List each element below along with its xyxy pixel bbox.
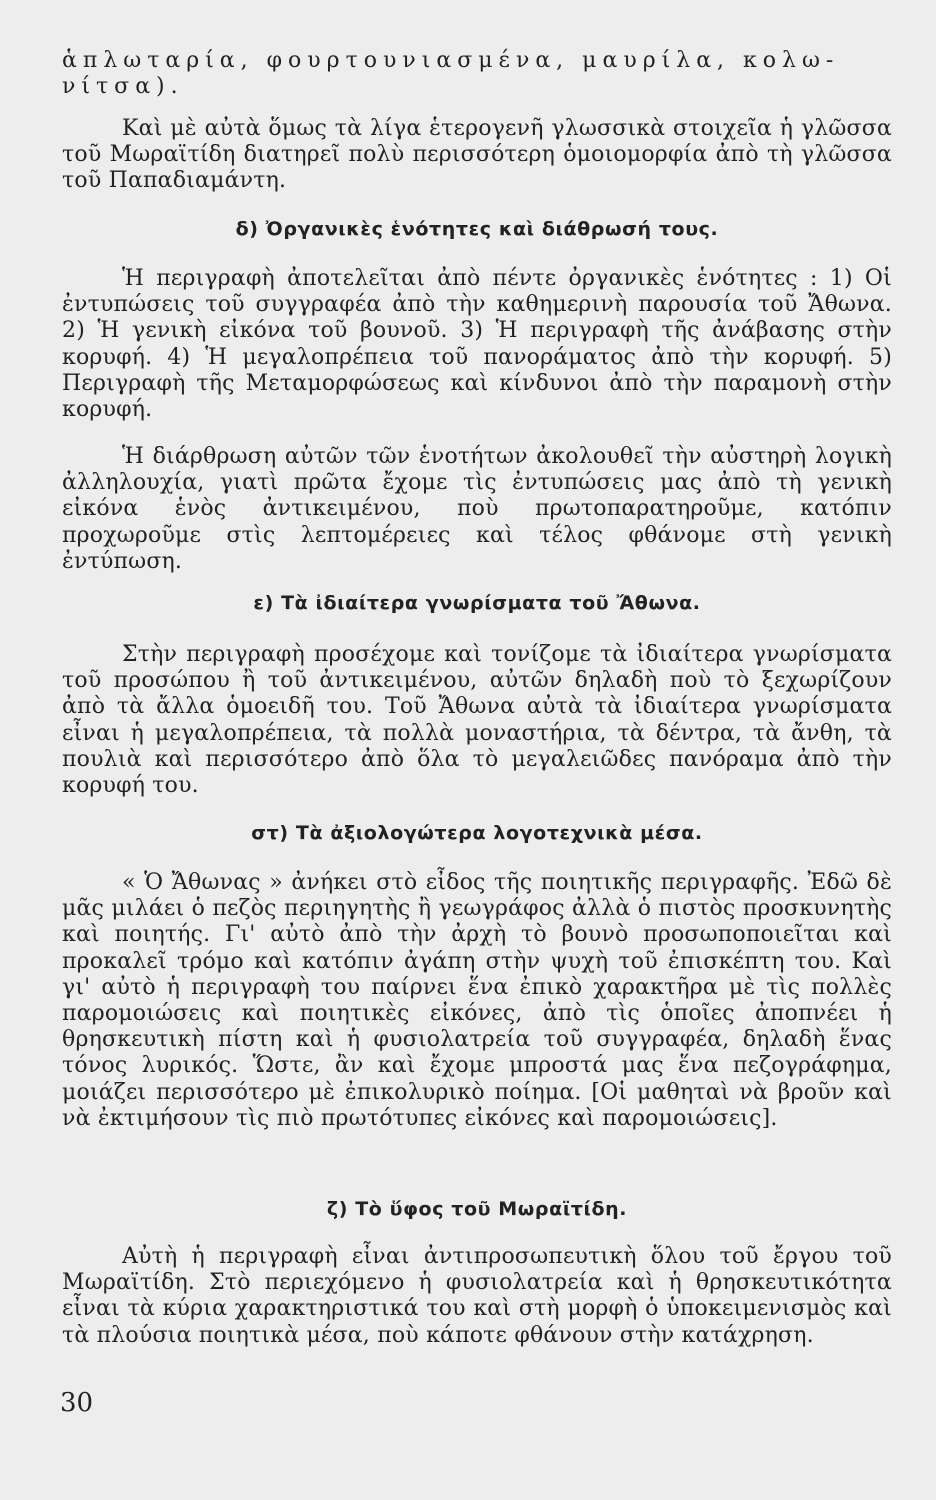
section-d-paragraph-1: Ἡ περιγραφὴ ἀποτελεῖται ἀπὸ πέντε ὀργανικὲς ἑνότητες : 1) Οἱ ἐντυπώσεις τοῦ συγγραφέα ἀπὸ τὴν καθημερινὴ παρουσία τοῦ Ἄθωνα. 2) Ἡ γενικὴ εἰκόνα τοῦ βουνοῦ. 3) Ἡ περιγραφὴ τῆς ἀνάβασης στὴν κορυφή. 4) Ἡ μεγαλοπρέπεια τοῦ πανοράματος ἀπὸ τὴν κορυφή. 5) Περιγραφὴ τῆς Μεταμορφώσεως καὶ κίνδυνοι ἀπὸ τὴν παραμονὴ στὴν κορυφή. <box>62 266 892 423</box>
page-number: 30 <box>60 1388 94 1418</box>
section-st-paragraph: « Ὁ Ἄθωνας » ἀνήκει στὸ εἶδος τῆς ποιητικῆς περιγραφῆς. Ἐδῶ δὲ μᾶς μιλάει ὁ πεζὸς περιηγητὴς ἢ γεωγράφος ἀλλὰ ὁ πιστὸς προσκυνητὴς καὶ ποιητής. Γι' αὐτὸ ἀπὸ τὴν ἀρχὴ τὸ βουνὸ προσωποποιεῖται καὶ προκαλεῖ τρόμο καὶ κατόπιν ἀγάπη στὴν ψυχὴ τοῦ ἐπισκέπτη του. Καὶ γι' αὐτὸ ἡ περιγραφὴ του παίρνει ἕνα ἐπικὸ χαρακτῆρα μὲ τὶς πολλὲς παρομοιώσεις καὶ ποιητικὲς εἰκόνες, ἀπὸ τὶς ὁποῖες ἀποπνέει ἡ θρησκευτικὴ πίστη καὶ ἡ φυσιολατρεία τοῦ συγγραφέα, δηλαδὴ ἕνας τόνος λυρικός. Ὥστε, ἂν καὶ ἔχομε μπροστά μας ἕνα πεζογράφημα, μοιάζει περισσότερο μὲ ἐπικολυρικὸ ποίημα. [Οἱ μαθηταὶ νὰ βροῦν καὶ νὰ ἐκτιμήσουν τὶς πιὸ πρωτότυπες εἰκόνες καὶ παρομοιώσεις]. <box>62 870 892 1131</box>
continuation-line-2: νίτσα). <box>62 74 184 99</box>
intro-paragraph: Καὶ μὲ αὐτὰ ὅμως τὰ λίγα ἑτερογενῆ γλωσσικὰ στοιχεῖα ἡ γλῶσσα τοῦ Μωραϊτίδη διατηρεῖ πολὺ περισσότερη ὁμοιομορφία ἀπὸ τὴ γλῶσσα τοῦ Παπαδιαμάντη. <box>62 116 892 194</box>
section-st-heading: στ) Τὰ ἀξιολογώτερα λογοτεχνικὰ μέσα. <box>251 822 703 844</box>
section-e-paragraph: Στὴν περιγραφὴ προσέχομε καὶ τονίζομε τὰ ἰδιαίτερα γνωρίσματα τοῦ προσώπου ἢ τοῦ ἀντικειμένου, αὐτῶν δηλαδὴ ποὺ τὸ ξεχωρίζουν ἀπὸ τὰ ἄλλα ὁμοειδῆ του. Τοῦ Ἄθωνα αὐτὰ τὰ ἰδιαίτερα γνωρίσματα εἶναι ἡ μεγαλοπρέπεια, τὰ πολλὰ μοναστήρια, τὰ δέντρα, τὰ ἄνθη, τὰ πουλιὰ καὶ περισσότερο ἀπὸ ὅλα τὸ μεγαλειῶδες πανόραμα ἀπὸ τὴν κορυφή του. <box>62 642 892 799</box>
section-e-heading: ε) Τὰ ἰδιαίτερα γνωρίσματα τοῦ Ἄθωνα. <box>253 592 701 614</box>
section-z-heading: ζ) Τὸ ὕφος τοῦ Μωραϊτίδη. <box>326 1198 628 1220</box>
section-z-paragraph: Αὐτὴ ἡ περιγραφὴ εἶναι ἀντιπροσωπευτικὴ ὅλου τοῦ ἔργου τοῦ Μωραϊτίδη. Στὸ περιεχόμενο ἡ φυσιολατρεία καὶ ἡ θρησκευτικότητα εἶναι τὰ κύρια χαρακτηριστικά του καὶ στὴ μορφὴ ὁ ὑποκειμενισμὸς καὶ τὰ πλούσια ποιητικὰ μέσα, ποὺ κάποτε φθάνουν στὴν κατάχρηση. <box>62 1244 892 1348</box>
section-d-paragraph-2: Ἡ διάρθρωση αὐτῶν τῶν ἑνοτήτων ἀκολουθεῖ τὴν αὐστηρὴ λογικὴ ἀλληλουχία, γιατὶ πρῶτα ἔχομε τὶς ἐντυπώσεις μας ἀπὸ τὴ γενικὴ εἰκόνα ἑνὸς ἀντικειμένου, ποὺ πρωτοπαρατηροῦμε, κατόπιν προχωροῦμε στὶς λεπτομέρειες καὶ τέλος φθάνομε στὴ γενικὴ ἐντύπωση. <box>62 444 892 574</box>
continuation-line-1: ἁπλωταρία, φουρτουνιασμένα, μαυρίλα, κολω- <box>62 48 840 73</box>
section-d-heading: δ) Ὀργανικὲς ἑνότητες καὶ διάθρωσή τους. <box>235 218 719 240</box>
